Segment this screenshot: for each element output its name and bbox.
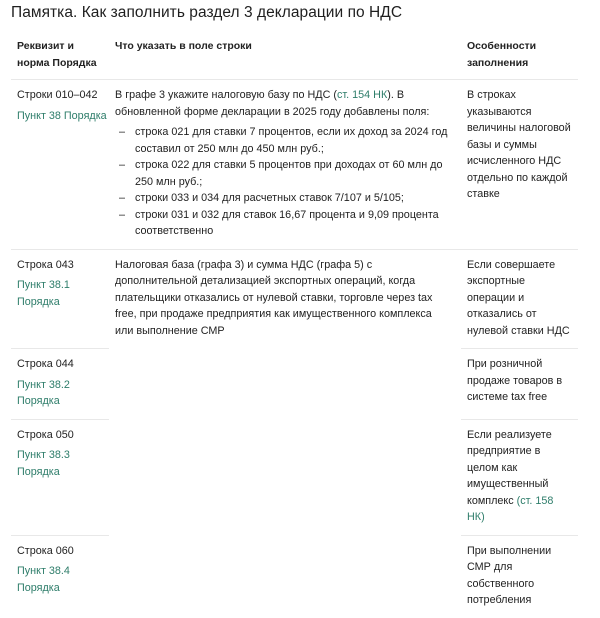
requisite-cell <box>11 349 109 420</box>
list-item: – строка 021 для ставки 7 процентов, если их доход за 2024 год составил от 250 млн до 450 млн руб.; <box>115 124 451 157</box>
requisite-name: Строка 044 <box>17 358 74 370</box>
features-text: В строках указываются величины налоговой базы и суммы исчисленного НДС отдельно по каждой ставке <box>467 89 571 200</box>
norm-link[interactable]: Пункт 38.3 Порядка <box>17 449 70 478</box>
norm-link[interactable]: Пункт 38.2 Порядка <box>17 378 70 407</box>
header-what: Что указать в поле строки <box>109 32 461 80</box>
norm-link[interactable]: Пункт 38.1 Порядка <box>17 279 70 308</box>
page-title: Памятка. Как заполнить раздел 3 декларации по НДС <box>11 4 403 21</box>
table-row <box>11 249 578 349</box>
features-text: Если реализуете предприятие в целом как имущественный комплекс <box>467 428 552 507</box>
new-fields-list <box>115 124 451 240</box>
table-row <box>11 80 578 250</box>
features-cell <box>461 349 578 420</box>
features-text: Если совершаете экспортные операции и отказались от нулевой ставки НДС <box>467 258 570 337</box>
what-cell <box>109 80 461 250</box>
norm-link[interactable]: Пункт 38.4 Порядка <box>17 565 70 594</box>
what-cell-shared: Налоговая база (графа 3) и сумма НДС (графа 5) с дополнительной детализацией экспортных операций, когда плательщики отказались от нулевой ставки, торговле через tax free, при продаже предприятия как имущественного комплекса или выполнение СМР <box>115 258 433 337</box>
requisite-cell <box>11 419 109 535</box>
intro-text: В графе 3 укажите налоговую базу по НДС ( <box>115 89 337 101</box>
requisite-name: Строка 043 <box>17 258 74 271</box>
header-features: Особенности заполнения <box>461 32 578 80</box>
requisite-name: Строка 060 <box>17 544 74 557</box>
requisite-cell <box>11 535 109 618</box>
requisite-name: Строки 010–042 <box>17 89 98 101</box>
list-item: – строки 031 и 032 для ставок 16,67 процента и 9,09 процента соответственно <box>115 207 451 240</box>
features-cell <box>461 419 578 535</box>
intro-text-end: ). В обновленной форме декларации в 2025 году добавлены поля: <box>115 89 430 118</box>
features-cell <box>461 535 578 618</box>
requisite-cell <box>11 80 109 250</box>
features-text: При выполнении СМР для собственного потребления <box>467 544 552 606</box>
norm-link[interactable]: Пункт 38 Порядка <box>17 109 107 122</box>
table-header-row <box>11 32 578 80</box>
requisite-name: Строка 050 <box>17 428 74 441</box>
features-cell <box>461 249 578 349</box>
list-item: – строка 022 для ставки 5 процентов при доходах от 60 млн до 250 млн руб.; <box>115 157 451 190</box>
header-requisite: Реквизит и норма Порядка <box>11 32 109 80</box>
requisite-cell <box>11 249 109 349</box>
vat-section3-table <box>11 32 578 618</box>
features-cell <box>461 80 578 250</box>
nk-article-154-link[interactable]: ст. 154 НК <box>336 89 388 101</box>
what-intro <box>115 87 451 120</box>
features-text: При розничной продаже товаров в системе tax free <box>467 358 563 403</box>
list-item: – строки 033 и 034 для расчетных ставок 7/107 и 5/105; <box>115 190 451 207</box>
nk-article-158-link[interactable]: (ст. 158 НК) <box>467 494 554 523</box>
